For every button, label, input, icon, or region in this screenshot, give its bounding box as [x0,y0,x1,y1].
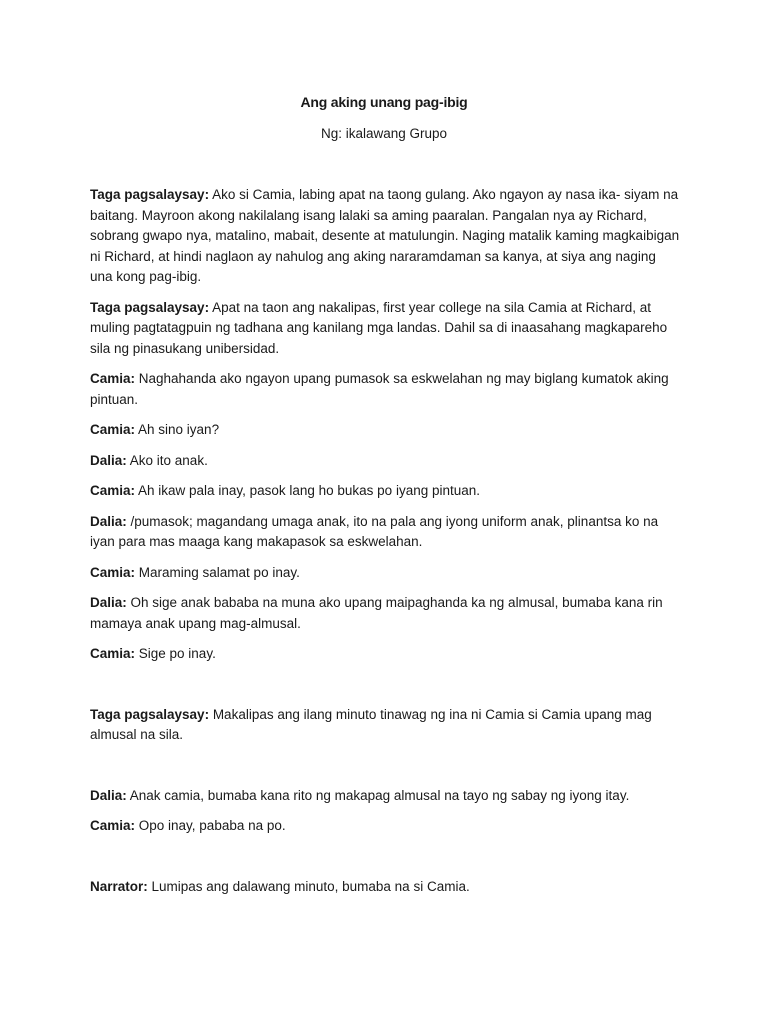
speaker-label: Camia: [90,646,136,661]
speaker-label: Camia: [90,818,136,833]
speaker-label: Dalia: [90,595,127,610]
document-title: Ang aking unang pag-ibig [300,94,468,110]
paragraph-text: Lumipas ang dalawang minuto, bumaba na si Camia. [147,878,470,894]
speaker-label: Taga pagsalaysay: [90,187,210,202]
paragraph [90,420,680,441]
speaker-label: Dalia: [90,452,127,468]
paragraph-text: Oh sige anak bababa na muna ako upang maipaghanda ka ng almusal, bumaba kana rin mamaya anak upang mag-almusal. [90,595,663,631]
document-body [90,185,680,897]
paragraph-text: Apat na taon ang nakalipas, first year college na sila Camia at Richard, at muling pagtatagpuin ng tadhana ang kanilang mga landas. Dahil sa di inaasahang magkapareho sila ng pinasukang unibersidad. [90,299,668,356]
paragraph [90,705,680,746]
paragraph [90,451,680,472]
paragraph-text: Makalipas ang ilang minuto tinawag ng ina ni Camia si Camia upang mag almusal na sila. [90,706,652,742]
paragraph-text: Maraming salamat po inay. [135,564,300,580]
paragraph [90,877,680,898]
paragraph [90,481,680,502]
speaker-label: Camia: [90,422,136,437]
document-byline: Ng: ikalawang Grupo [320,126,448,141]
paragraph-text: Ako si Camia, labing apat na taong gulang. Ako ngayon ay nasa ika- siyam na baitang. Mayroon akong nakilalang isang lalaki sa aming paaralan. Pangalan nya ay Richard, sobrang gwapo nya, matalino, mabait, desente at matulungin. Naging matalik kaming magkaibigan ni Richard, at hindi naglaon ay nahulog ang aking nararamdaman sa kanya, at siya ang naging una kong pag-ibig. [90,187,680,284]
paragraph [90,644,680,665]
speaker-label: Taga pagsalaysay: [90,706,210,722]
speaker-label: Dalia: [90,513,127,529]
paragraph-text: Ah ikaw pala inay, pasok lang ho bukas po iyang pintuan. [135,483,481,498]
paragraph [90,512,680,553]
speaker-label: Taga pagsalaysay: [90,299,210,315]
speaker-label: Camia: [90,483,136,498]
paragraph [90,298,680,360]
paragraph-text: Ako ito anak. [126,452,208,468]
speaker-label: Narrator: [90,878,148,894]
paragraph-text: Ah sino iyan? [135,422,220,437]
paragraph [90,369,680,410]
paragraph-text: Naghahanda ako ngayon upang pumasok sa eskwelahan ng may biglang kumatok aking pintuan. [90,371,669,407]
speaker-label: Camia: [90,371,136,386]
paragraph-text: Opo inay, pababa na po. [135,818,286,833]
paragraph-text: /pumasok; magandang umaga anak, ito na pala ang iyong uniform anak, plinantsa ko na iyan para mas maaga kang makapasok sa eskwelahan. [90,513,659,549]
paragraph-text: Anak camia, bumaba kana rito ng makapag almusal na tayo ng sabay ng iyong itay. [126,787,630,803]
paragraph [90,563,680,584]
paragraph [90,593,680,634]
speaker-label: Camia: [90,564,136,580]
paragraph [90,816,680,837]
speaker-label: Dalia: [90,787,127,803]
paragraph-text: Sige po inay. [135,646,216,661]
paragraph [90,786,680,807]
paragraph [90,185,680,288]
